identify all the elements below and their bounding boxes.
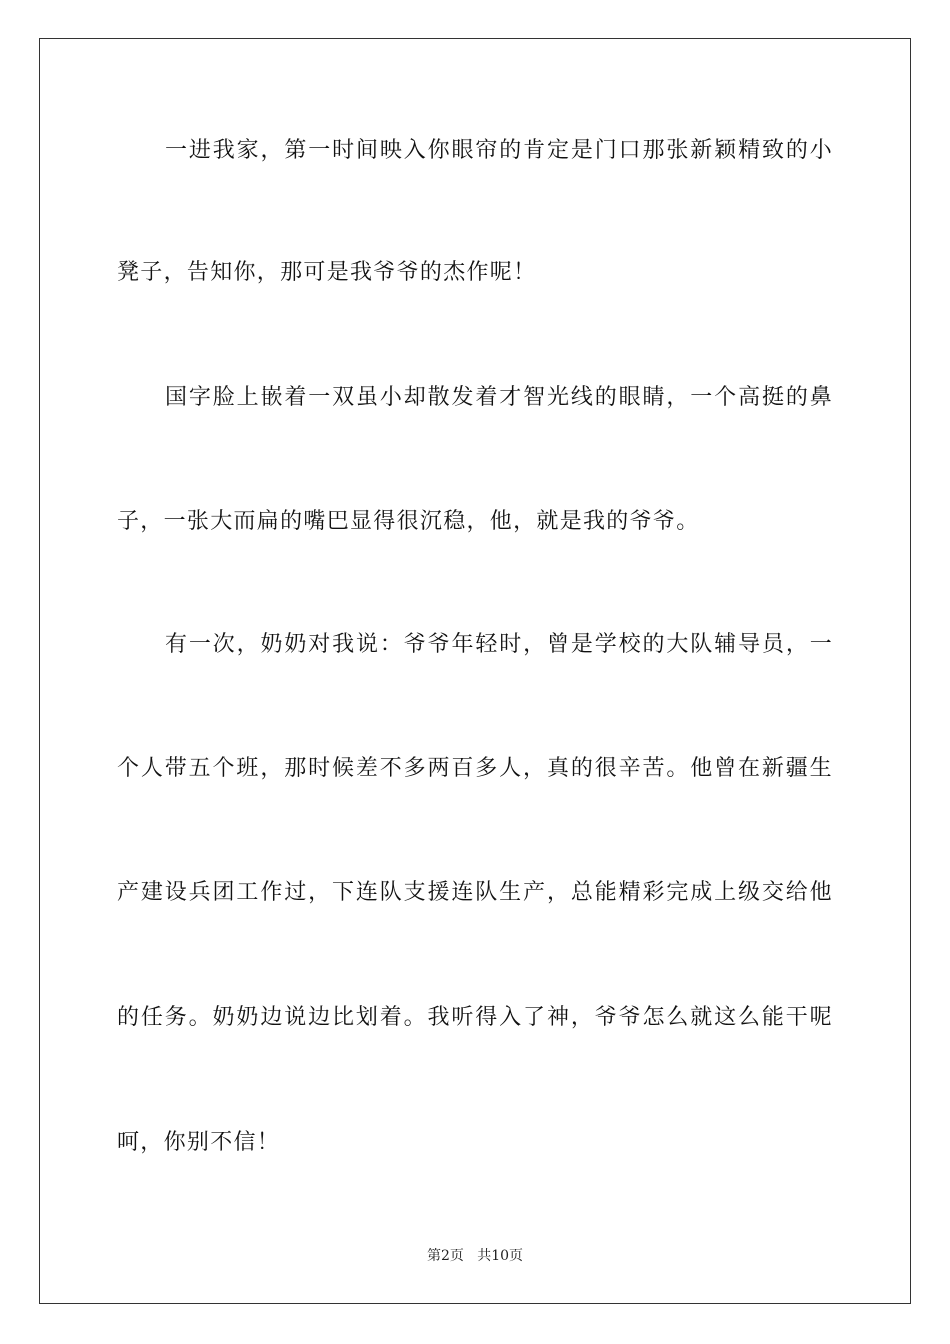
paragraph-1-line-2: 凳子，告知你，那可是我爷爷的杰作呢！ <box>117 260 537 285</box>
paragraph-3-line-2: 个人带五个班，那时候差不多两百多人，真的很辛苦。他曾在新疆生 <box>117 756 833 781</box>
paragraph-2-line-2: 子，一张大而扁的嘴巴显得很沉稳，他，就是我的爷爷。 <box>117 509 700 534</box>
paragraph-3-line-4: 的任务。奶奶边说边比划着。我听得入了神，爷爷怎么就这么能干呢 <box>117 1005 833 1030</box>
page-number-footer: 第2页 共10页 <box>426 1248 524 1264</box>
paragraph-3-line-1: 有一次，奶奶对我说：爷爷年轻时，曾是学校的大队辅导员，一 <box>165 632 833 657</box>
paragraph-2-line-1: 国字脸上嵌着一双虽小却散发着才智光线的眼睛，一个高挺的鼻 <box>165 385 833 410</box>
paragraph-3-line-5: 呵，你别不信！ <box>117 1130 281 1155</box>
paragraph-3-line-3: 产建设兵团工作过，下连队支援连队生产，总能精彩完成上级交给他 <box>117 880 833 905</box>
paragraph-1-line-1: 一进我家，第一时间映入你眼帘的肯定是门口那张新颖精致的小 <box>165 138 833 163</box>
page-border <box>39 38 911 1304</box>
